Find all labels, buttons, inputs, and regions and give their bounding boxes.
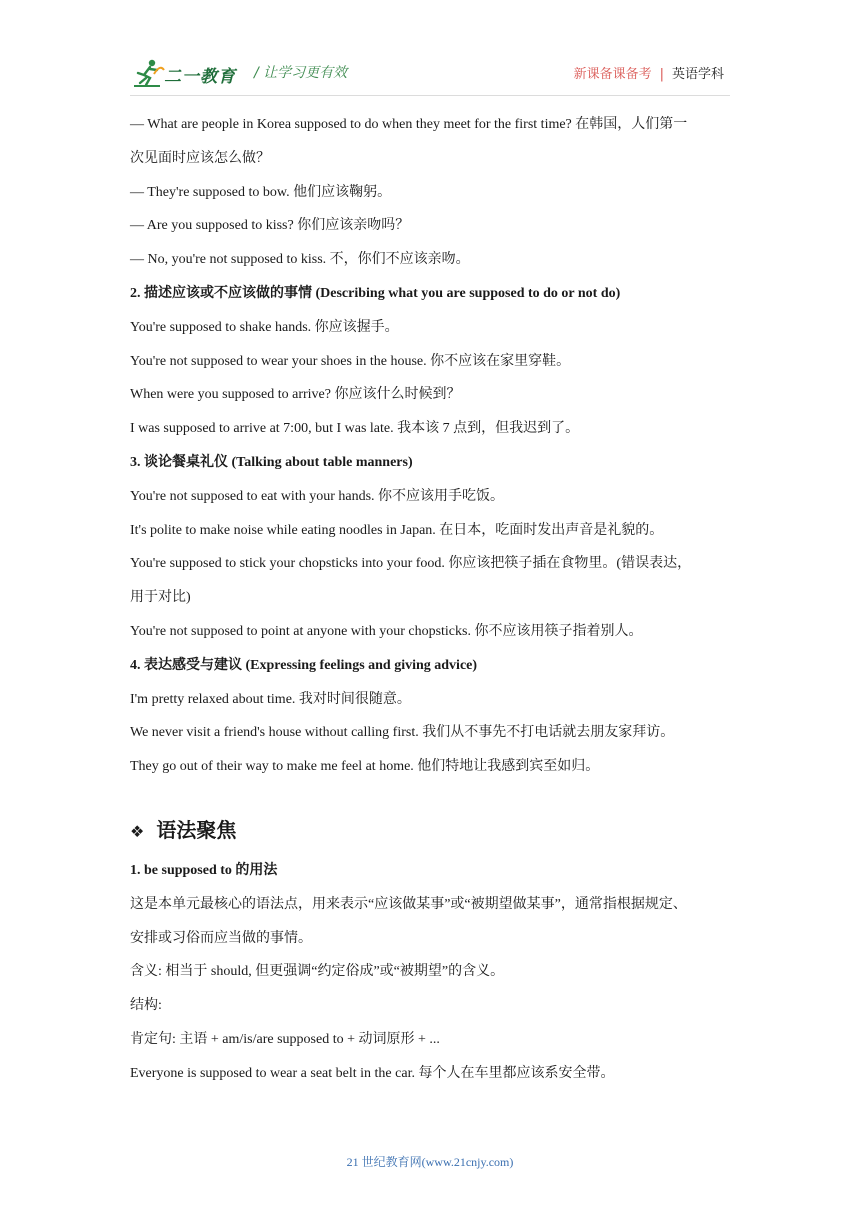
text-line: We never visit a friend's house without calling first. 我们从不事先不打电话就去朋友家拜访。 <box>130 725 675 741</box>
text-line: I'm pretty relaxed about time. 我对时间很随意。 <box>130 691 411 707</box>
logo-text: 二一教育 <box>164 67 236 87</box>
text-line: When were you supposed to arrive? 你应该什么时候到？ <box>130 387 461 403</box>
subheading: 2. 描述应该或不应该做的事情 (Describing what you are supposed to do or not do) <box>130 285 621 301</box>
text-line: 安排或习俗而应当做的事情。 <box>130 930 312 946</box>
text-line: 用于对比) <box>130 590 191 606</box>
text-line: You're not supposed to point at anyone with your chopsticks. 你不应该用筷子指着别人。 <box>130 623 643 639</box>
text-line: You're supposed to stick your chopsticks into your food. 你应该把筷子插在食物里。(错误表达， <box>130 556 692 572</box>
text-line: It's polite to make noise while eating noodles in Japan. 在日本，吃面时发出声音是礼貌的。 <box>130 522 664 538</box>
text-line: 这是本单元最核心的语法点，用来表示“应该做某事”或“被期望做某事”，通常指根据规定、 <box>130 896 687 912</box>
text-line: You're supposed to shake hands. 你应该握手。 <box>130 319 399 335</box>
header-right <box>574 63 724 82</box>
text-line: 结构: <box>130 998 162 1014</box>
section-title-text: 语法聚焦 <box>156 817 237 842</box>
text-line: 肯定句: 主语 + am/is/are supposed to + 动词原形 + ... <box>130 1031 440 1047</box>
text-line: You're not supposed to wear your shoes in the house. 你不应该在家里穿鞋。 <box>130 353 571 369</box>
header-tag-subject: 英语学科 <box>671 67 724 82</box>
document-body <box>130 108 734 1091</box>
grammar-heading: 1. be supposed to 的用法 <box>130 862 278 878</box>
subheading: 4. 表达感受与建议 (Expressing feelings and giving advice) <box>130 657 478 673</box>
page-footer: 21 世纪教育网(www.21cnjy.com) <box>346 1155 514 1169</box>
text-line: 含义: 相当于 should, 但更强调“约定俗成”或“被期望”的含义。 <box>130 964 505 980</box>
diamond-bullet-icon: ❖ <box>130 821 145 841</box>
slogan: / 让学习更有效 <box>254 65 348 81</box>
header-tag-prep: 新课备课备考 <box>573 67 652 82</box>
text-line: — No, you're not supposed to kiss. 不，你们不应该亲吻。 <box>130 252 470 268</box>
text-line: 次见面时应该怎么做？ <box>130 150 270 166</box>
text-line: I was supposed to arrive at 7:00, but I was late. 我本该 7 点到，但我迟到了。 <box>130 421 580 437</box>
text-line: — They're supposed to bow. 他们应该鞠躬。 <box>130 184 392 200</box>
text-line: — Are you supposed to kiss? 你们应该亲吻吗？ <box>130 218 410 234</box>
header-divider <box>130 95 730 96</box>
text-line: Everyone is supposed to wear a seat belt in the car. 每个人在车里都应该系安全带。 <box>130 1065 615 1081</box>
header-separator: | <box>659 67 664 82</box>
subheading: 3. 谈论餐桌礼仪 (Talking about table manners) <box>130 454 413 470</box>
text-line: — What are people in Korea supposed to do when they meet for the first time? 在韩国，人们第一 <box>130 117 688 132</box>
page-header <box>130 56 730 92</box>
section-title <box>130 808 734 854</box>
text-line: You're not supposed to eat with your hands. 你不应该用手吃饭。 <box>130 488 505 504</box>
text-line: They go out of their way to make me feel at home. 他们特地让我感到宾至如归。 <box>130 759 600 775</box>
